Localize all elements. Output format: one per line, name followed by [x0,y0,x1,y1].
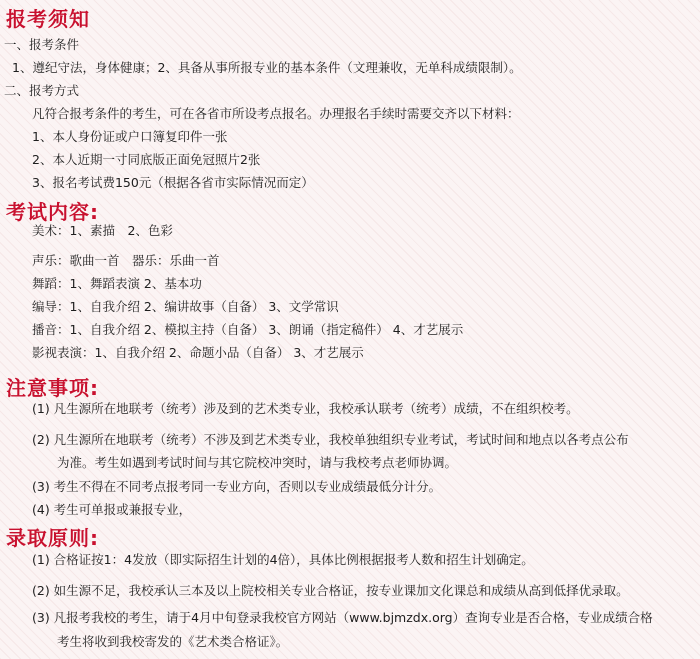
notes-item-4: (4) 考生可单报或兼报专业， [32,502,192,517]
exam-content-broadcasting: 播音：1、自我介绍 2、模拟主持（自备） 3、朗诵（指定稿件） 4、才艺展示 [32,322,464,337]
admission-item-2: (2) 如生源不足，我校承认三本及以上院校相关专业合格证，按专业课加文化课总和成绩从高到低择优录取。 [32,583,629,598]
section-title-notes: 注意事项: [6,376,99,400]
registration-conditions-text: 1、遵纪守法，身体健康；2、具备从事所报专业的基本条件（文理兼收，无单科成绩限制）。 [12,60,522,75]
registration-subheading-method: 二、报考方式 [4,83,80,98]
registration-material-3: 3、报名考试费150元（根据各省市实际情况而定） [32,175,314,190]
section-title-registration: 报考须知 [6,7,90,31]
exam-content-acting: 影视表演：1、自我介绍 2、命题小品（自备） 3、才艺展示 [32,345,364,360]
notes-item-1: (1) 凡生源所在地联考（统考）涉及到的艺术类专业，我校承认联考（统考）成绩，不在组织校考。 [32,401,579,416]
section-title-admission: 录取原则: [6,526,99,550]
section-title-exam-content: 考试内容: [6,200,99,224]
admission-item-3-continued: 考生将收到我校寄发的《艺术类合格证》。 [57,634,289,649]
registration-method-text: 凡符合报考条件的考生，可在各省市所设考点报名。办理报名手续时需要交齐以下材料： [32,106,520,121]
registration-material-1: 1、本人身份证或户口簿复印件一张 [32,129,228,144]
registration-material-2: 2、本人近期一寸同底版正面免冠照片2张 [32,152,261,167]
exam-content-fine-art: 美术：1、素描 2、色彩 [32,223,173,238]
exam-content-dance: 舞蹈：1、舞蹈表演 2、基本功 [32,276,202,291]
admission-item-3: (3) 凡报考我校的考生，请于4月中旬登录我校官方网站（www.bjmzdx.org）查询专业是否合格，专业成绩合格 [32,610,653,625]
exam-content-music: 声乐：歌曲一首 器乐：乐曲一首 [32,253,220,268]
exam-content-directing: 编导：1、自我介绍 2、编讲故事（自备） 3、文学常识 [32,299,339,314]
notes-item-2-continued: 为准。考生如遇到考试时间与其它院校冲突时，请与我校考点老师协调。 [57,455,458,470]
registration-subheading-conditions: 一、报考条件 [4,37,80,52]
notes-item-3: (3) 考生不得在不同考点报考同一专业方向，否则以专业成绩最低分计分。 [32,479,442,494]
admission-item-1: (1) 合格证按1：4发放（即实际招生计划的4倍），具体比例根据报考人数和招生计划确定。 [32,552,534,567]
notes-item-2: (2) 凡生源所在地联考（统考）不涉及到艺术类专业，我校单独组织专业考试，考试时间和地点以各考点公布 [32,432,629,447]
